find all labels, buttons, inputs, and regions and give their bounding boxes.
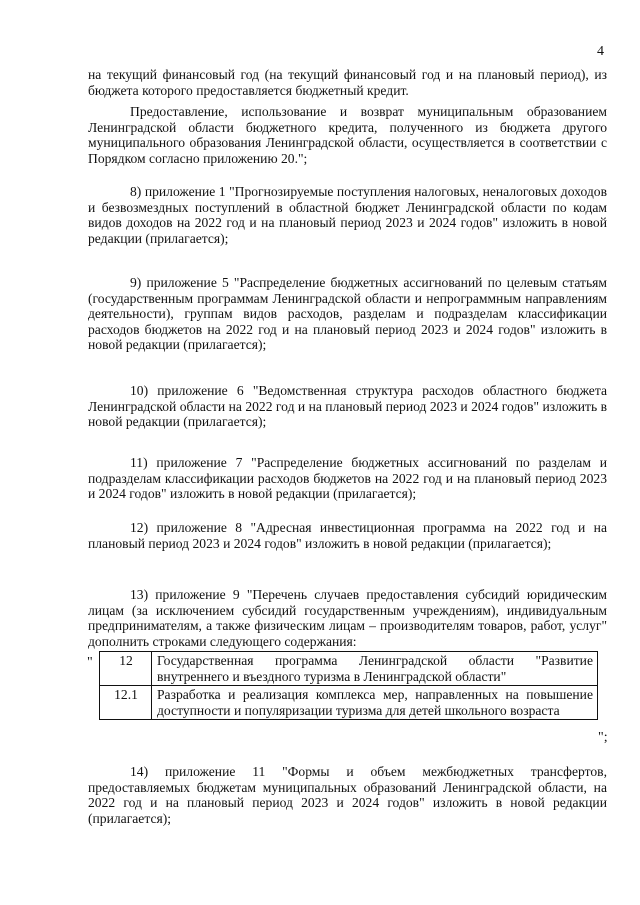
row-text: Государственная программа Ленинградской области "Развитие внутреннего и въездного туризма в Ленинградской области" (152, 652, 598, 686)
paragraph-item-12: 12) приложение 8 "Адресная инвестиционная программа на 2022 год и на плановый период 2023 и 2024 годов" изложить в новой редакции (прилагается); (88, 520, 607, 551)
paragraph-budget-credit: Предоставление, использование и возврат муниципальным образованием Ленинградской области бюджетного кредита, полученного из бюджета другого муниципального образования Ленинградской области, осуществляется в соответствии с Порядком согласно приложению 20."; (88, 104, 607, 166)
page-number: 4 (597, 44, 604, 59)
paragraph-item-8: 8) приложение 1 "Прогнозируемые поступления налоговых, неналоговых доходов и безвозмездных поступлений в областной бюджет Ленинградской области по кодам видов доходов на 2022 год и на плановый период 2023 и 2024 годов" изложить в новой редакции (прилагается); (88, 184, 607, 246)
paragraph-item-11: 11) приложение 7 "Распределение бюджетных ассигнований по разделам и подразделам классификации расходов бюджетов на 2022 год и на плановый период 2023 и 2024 годов" изложить в новой редакции (прилагается); (88, 455, 607, 502)
paragraph-item-14: 14) приложение 11 "Формы и объем межбюджетных трансфертов, предоставляемых бюджетам муниципальных образований Ленинградской области, на 2022 год и на плановый период 2023 и 2024 годов" изложить в новой редакции (прилагается); (88, 764, 607, 826)
table-row (100, 652, 598, 686)
paragraph-continuation: на текущий финансовый год (на текущий финансовый год и на плановый период), из бюджета которого предоставляется бюджетный кредит. (88, 67, 607, 98)
row-number: 12 (100, 652, 152, 686)
row-text: Разработка и реализация комплекса мер, направленных на повышение доступности и популяризации туризма для детей школьного возраста (152, 686, 598, 720)
row-number: 12.1 (100, 686, 152, 720)
table-row (100, 686, 598, 720)
paragraph-item-9: 9) приложение 5 "Распределение бюджетных ассигнований по целевым статьям (государственным программам Ленинградской области и непрограммным направлениям деятельности), группам видов расходов, разделам и подразделам классификации расходов бюджетов на 2022 год и на плановый период 2023 и 2024 годов" изложить в новой редакции (прилагается); (88, 275, 607, 353)
paragraph-item-13: 13) приложение 9 "Перечень случаев предоставления субсидий юридическим лицам (за исключением субсидий государственным учреждениям), индивидуальным предпринимателям, а также физическим лицам – производителям товаров, работ, услуг" дополнить строками следующего содержания: (88, 587, 607, 649)
subsidy-cases-table (99, 651, 598, 720)
table-open-quote: " (87, 655, 93, 670)
paragraph-item-10: 10) приложение 6 "Ведомственная структура расходов областного бюджета Ленинградской области на 2022 год и на плановый период 2023 и 2024 годов" изложить в новой редакции (прилагается); (88, 383, 607, 430)
table-close-mark: "; (598, 730, 608, 745)
